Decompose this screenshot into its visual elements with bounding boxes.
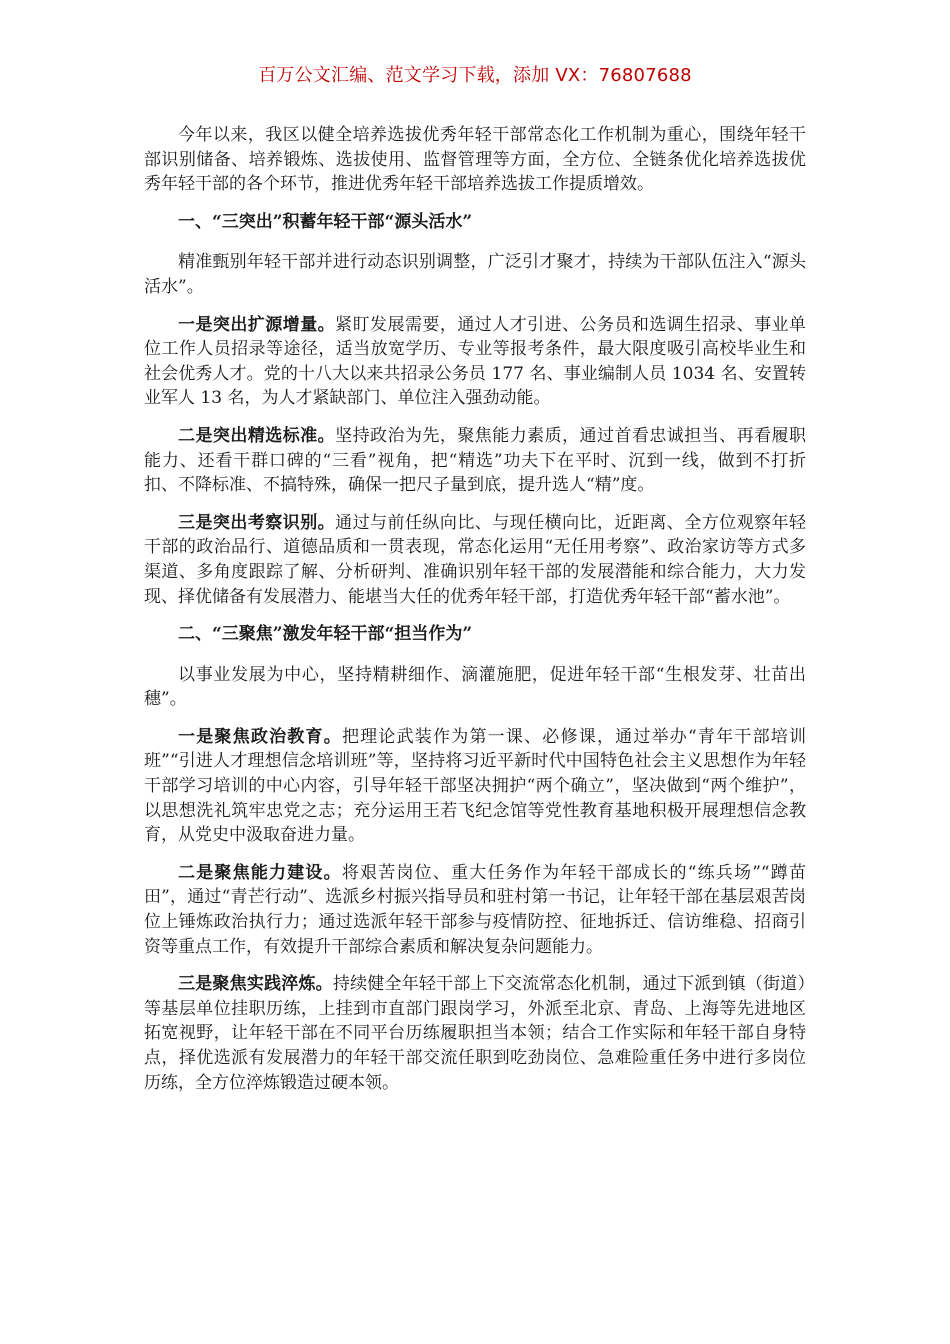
item-lead: 三是聚焦实践淬炼。	[178, 974, 333, 995]
item-text: 将艰苦岗位、重大任务作为年轻干部成长的“练兵场”“蹲苗田”，通过“青芒行动”、选派乡村振兴指导员和驻村第一书记，让年轻干部在基层艰苦岗位上锤炼政治执行力；通过选派年轻干部参与疫情防控、征地拆迁、信访维稳、招商引资等重点工作，有效提升干部综合素质和解决复杂问题能力。	[144, 862, 807, 957]
header-banner: 百万公文汇编、范文学习下载，添加 VX：76807688	[258, 65, 692, 86]
item-lead: 三是突出考察识别。	[178, 512, 336, 533]
section-2-heading: 二、“三聚焦”激发年轻干部“担当作为”	[178, 624, 473, 645]
section-1-item-2	[144, 424, 806, 498]
section-1-item-3	[144, 511, 806, 609]
document-page	[144, 62, 806, 1108]
section-2-item-1	[144, 725, 806, 848]
item-lead: 一是突出扩源增量。	[178, 314, 336, 335]
section-1-item-1	[144, 313, 806, 411]
item-text: 坚持政治为先，聚焦能力素质，通过首看忠诚担当、再看履职能力、还看干群口碑的“三看”视角，把“精选”功夫下在平时、沉到一线，做到不打折扣、不降标准、不搞特殊，确保一把尺子量到底，提升选人“精”度。	[144, 425, 807, 496]
item-lead: 一是聚焦政治教育。	[178, 726, 342, 747]
item-lead: 二是聚焦能力建设。	[178, 862, 342, 883]
item-text: 紧盯发展需要，通过人才引进、公务员和选调生招录、事业单位工作人员招录等途径，适当放宽学历、专业等报考条件，最大限度吸引高校毕业生和社会优秀人才。党的十八大以来共招录公务员 177 名、事业编制人员 1034 名、安置转业军人 13 名，为人才紧缺部门、单位注入强劲动能。	[144, 314, 807, 409]
section-2-summary: 以事业发展为中心，坚持精耕细作、滴灌施肥，促进年轻干部“生根发芽、壮苗出穗”。	[144, 664, 806, 710]
item-text: 通过与前任纵向比、与现任横向比，近距离、全方位观察年轻干部的政治品行、道德品质和一贯表现，常态化运用“无任用考察”、政治家访等方式多渠道、多角度跟踪了解、分析研判、准确识别年轻干部的发展潜能和综合能力，大力发现、择优储备有发展潜力、能堪当大任的优秀年轻干部，打造优秀年轻干部“蓄水池”。	[144, 512, 807, 607]
item-text: 把理论武装作为第一课、必修课，通过举办“青年干部培训班”“引进人才理想信念培训班”等，坚持将习近平新时代中国特色社会主义思想作为年轻干部学习培训的中心内容，引导年轻干部坚决拥护“两个确立”，坚决做到“两个维护”，以思想洗礼筑牢忠党之志；充分运用王若飞纪念馆等党性教育基地积极开展理想信念教育，从党史中汲取奋进力量。	[144, 726, 806, 846]
intro-paragraph: 今年以来，我区以健全培养选拔优秀年轻干部常态化工作机制为重心，围绕年轻干部识别储备、培养锻炼、选拔使用、监督管理等方面，全方位、全链条优化培养选拔优秀年轻干部的各个环节，推进优秀年轻干部培养选拔工作提质增效。	[144, 125, 806, 195]
section-2-item-3	[144, 972, 806, 1095]
item-lead: 二是突出精选标准。	[178, 425, 336, 446]
section-2-item-2	[144, 861, 806, 959]
item-text: 持续健全年轻干部上下交流常态化机制，通过下派到镇（街道）等基层单位挂职历练，上挂到市直部门跟岗学习，外派至北京、青岛、上海等先进地区拓宽视野，让年轻干部在不同平台历练履职担当本领；结合工作实际和年轻干部自身特点，择优选派有发展潜力的年轻干部交流任职到吃劲岗位、急难险重任务中进行多岗位历练，全方位淬炼锻造过硬本领。	[144, 974, 806, 1093]
section-1-heading: 一、“三突出”积蓄年轻干部“源头活水”	[178, 211, 473, 232]
section-1-summary: 精准甄别年轻干部并进行动态识别调整，广泛引才聚才，持续为干部队伍注入“源头活水”。	[144, 252, 806, 297]
